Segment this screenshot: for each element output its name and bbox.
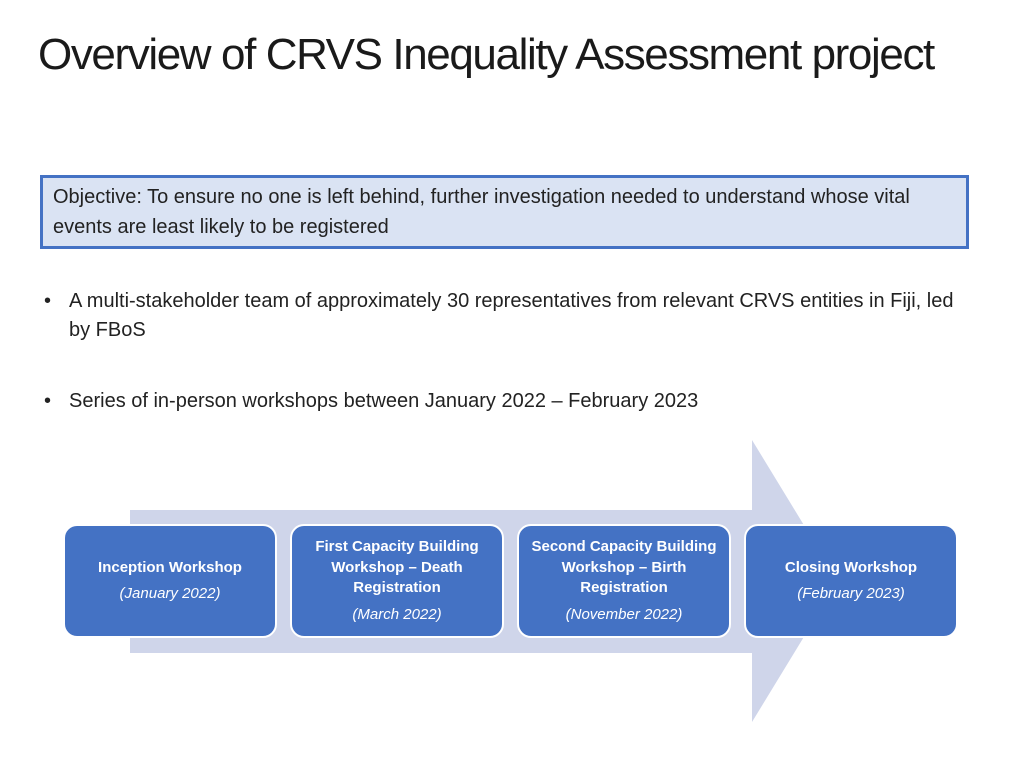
objective-box: Objective: To ensure no one is left behind, further investigation needed to understand whose vital events are least likely to be registered bbox=[40, 175, 969, 249]
timeline-step-second-capacity bbox=[517, 524, 731, 638]
step-date: (February 2023) bbox=[797, 585, 905, 602]
slide-title: Overview of CRVS Inequality Assessment project bbox=[38, 30, 934, 79]
bullet-icon: • bbox=[44, 390, 52, 412]
step-name: Closing Workshop bbox=[784, 558, 918, 576]
bullet-text: A multi-stakeholder team of approximately 30 representatives from relevant CRVS entities in Fiji, led by FBoS bbox=[69, 290, 954, 341]
step-name: First Capacity Building Workshop – Death Registration bbox=[315, 538, 479, 596]
timeline-step-first-capacity bbox=[290, 524, 504, 638]
step-date: (March 2022) bbox=[352, 605, 442, 623]
step-date: (January 2022) bbox=[119, 585, 221, 602]
timeline-step-closing bbox=[744, 524, 958, 638]
bullet-icon: • bbox=[44, 290, 52, 312]
step-name: Second Capacity Building Workshop – Birth Registration bbox=[531, 538, 717, 596]
bullet-text: Series of in-person workshops between January 2022 – February 2023 bbox=[69, 390, 699, 412]
timeline-step-inception bbox=[63, 524, 277, 638]
step-date: (November 2022) bbox=[565, 605, 683, 623]
step-name: Inception Workshop bbox=[98, 558, 242, 576]
